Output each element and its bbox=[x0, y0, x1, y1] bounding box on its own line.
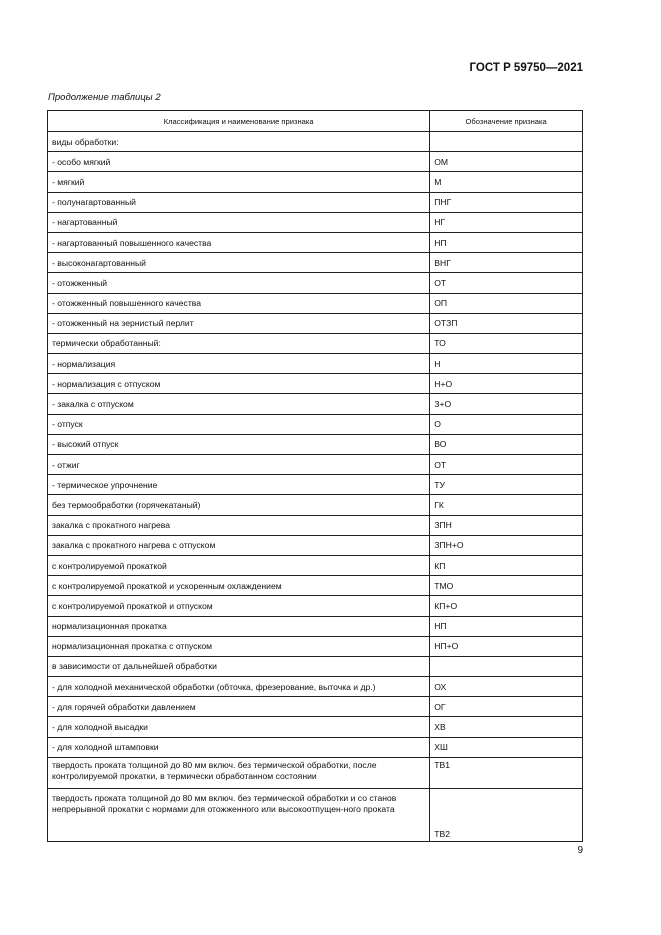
row-code: Н bbox=[430, 354, 583, 374]
row-name: - для горячей обработки давлением bbox=[48, 697, 430, 717]
row-code: ПНГ bbox=[430, 192, 583, 212]
row-name: с контролируемой прокаткой и ускоренным охлаждением bbox=[48, 576, 430, 596]
table-row bbox=[48, 293, 583, 313]
table-row bbox=[48, 232, 583, 252]
row-code: ТМО bbox=[430, 576, 583, 596]
row-name: - полунагартованный bbox=[48, 192, 430, 212]
table-row bbox=[48, 273, 583, 293]
row-code: КП+О bbox=[430, 596, 583, 616]
row-code: ЗПН bbox=[430, 515, 583, 535]
row-code: ГК bbox=[430, 495, 583, 515]
row-name: - для холодной механической обработки (обточка, фрезерование, выточка и др.) bbox=[48, 677, 430, 697]
table-row bbox=[48, 717, 583, 737]
row-code: НГ bbox=[430, 212, 583, 232]
table-row bbox=[48, 212, 583, 232]
row-code: Н+О bbox=[430, 374, 583, 394]
row-name: без термообработки (горячекатаный) bbox=[48, 495, 430, 515]
classification-table bbox=[47, 110, 583, 842]
row-code: НП bbox=[430, 616, 583, 636]
column-header-classification: Классификация и наименование признака bbox=[48, 111, 430, 132]
row-name: - нагартованный повышенного качества bbox=[48, 232, 430, 252]
row-code: О bbox=[430, 414, 583, 434]
row-name: твердость проката толщиной до 80 мм включ. без термической обработки, после контролируемой прокатки, в термически обработанном состоянии bbox=[48, 757, 430, 788]
row-name: - высокий отпуск bbox=[48, 434, 430, 454]
table-row bbox=[48, 333, 583, 353]
row-name: нормализационная прокатка с отпуском bbox=[48, 636, 430, 656]
row-name: закалка с прокатного нагрева bbox=[48, 515, 430, 535]
row-code bbox=[430, 656, 583, 676]
row-name: термически обработанный: bbox=[48, 333, 430, 353]
row-code bbox=[430, 132, 583, 152]
table-row bbox=[48, 192, 583, 212]
table-row bbox=[48, 394, 583, 414]
row-name: - для холодной штамповки bbox=[48, 737, 430, 757]
standard-designation: ГОСТ Р 59750—2021 bbox=[469, 62, 583, 74]
table-row bbox=[48, 737, 583, 757]
row-code: ТУ bbox=[430, 475, 583, 495]
row-code: ОП bbox=[430, 293, 583, 313]
column-header-designation: Обозначение признака bbox=[430, 111, 583, 132]
table-header-row bbox=[48, 111, 583, 132]
row-name: виды обработки: bbox=[48, 132, 430, 152]
table-row bbox=[48, 434, 583, 454]
row-code: З+О bbox=[430, 394, 583, 414]
row-code: ВО bbox=[430, 434, 583, 454]
table-row bbox=[48, 697, 583, 717]
row-name: - нормализация с отпуском bbox=[48, 374, 430, 394]
table-row bbox=[48, 757, 583, 788]
table-row bbox=[48, 636, 583, 656]
table-row bbox=[48, 656, 583, 676]
row-code: ТО bbox=[430, 333, 583, 353]
row-code: ОГ bbox=[430, 697, 583, 717]
row-name: - термическое упрочнение bbox=[48, 475, 430, 495]
row-name: с контролируемой прокаткой и отпуском bbox=[48, 596, 430, 616]
row-name: - отожженный на зернистый перлит bbox=[48, 313, 430, 333]
row-code: ОТ bbox=[430, 273, 583, 293]
table-row bbox=[48, 374, 583, 394]
table-row bbox=[48, 313, 583, 333]
row-code: ТВ2 bbox=[430, 788, 583, 841]
row-name: - отожженный bbox=[48, 273, 430, 293]
row-code: КП bbox=[430, 555, 583, 575]
table-row bbox=[48, 576, 583, 596]
row-code: ВНГ bbox=[430, 253, 583, 273]
row-name: нормализационная прокатка bbox=[48, 616, 430, 636]
row-code: ЗПН+О bbox=[430, 535, 583, 555]
row-code: ХШ bbox=[430, 737, 583, 757]
table-row bbox=[48, 515, 583, 535]
row-code: ХВ bbox=[430, 717, 583, 737]
table-row bbox=[48, 677, 583, 697]
table-row bbox=[48, 616, 583, 636]
row-code: НП+О bbox=[430, 636, 583, 656]
row-name: - высоконагартованный bbox=[48, 253, 430, 273]
row-name: - закалка с отпуском bbox=[48, 394, 430, 414]
row-code: ОТЗП bbox=[430, 313, 583, 333]
row-name: твердость проката толщиной до 80 мм включ. без термической обработки и со станов непрерывной прокатки с нормами для отожженного или высокоотпущен-ного проката bbox=[48, 788, 430, 841]
row-code: ТВ1 bbox=[430, 757, 583, 788]
row-name: - отпуск bbox=[48, 414, 430, 434]
table-row bbox=[48, 172, 583, 192]
row-name: закалка с прокатного нагрева с отпуском bbox=[48, 535, 430, 555]
row-name: - нормализация bbox=[48, 354, 430, 374]
table-row bbox=[48, 495, 583, 515]
table-caption: Продолжение таблицы 2 bbox=[48, 92, 161, 103]
table-row bbox=[48, 788, 583, 841]
table-row bbox=[48, 475, 583, 495]
row-code: М bbox=[430, 172, 583, 192]
table-row bbox=[48, 535, 583, 555]
row-code: ОТ bbox=[430, 455, 583, 475]
table-row bbox=[48, 152, 583, 172]
row-name: - мягкий bbox=[48, 172, 430, 192]
table-row bbox=[48, 414, 583, 434]
page-number: 9 bbox=[577, 845, 583, 856]
row-name: в зависимости от дальнейшей обработки bbox=[48, 656, 430, 676]
row-name: - для холодной высадки bbox=[48, 717, 430, 737]
table-row bbox=[48, 555, 583, 575]
table-row bbox=[48, 596, 583, 616]
row-code: ОМ bbox=[430, 152, 583, 172]
table-row bbox=[48, 455, 583, 475]
row-name: - отожженный повышенного качества bbox=[48, 293, 430, 313]
row-name: - нагартованный bbox=[48, 212, 430, 232]
row-name: - отжиг bbox=[48, 455, 430, 475]
row-code: ОХ bbox=[430, 677, 583, 697]
table-row bbox=[48, 354, 583, 374]
row-name: с контролируемой прокаткой bbox=[48, 555, 430, 575]
row-code: НП bbox=[430, 232, 583, 252]
row-name: - особо мягкий bbox=[48, 152, 430, 172]
table-row bbox=[48, 253, 583, 273]
table-row bbox=[48, 132, 583, 152]
